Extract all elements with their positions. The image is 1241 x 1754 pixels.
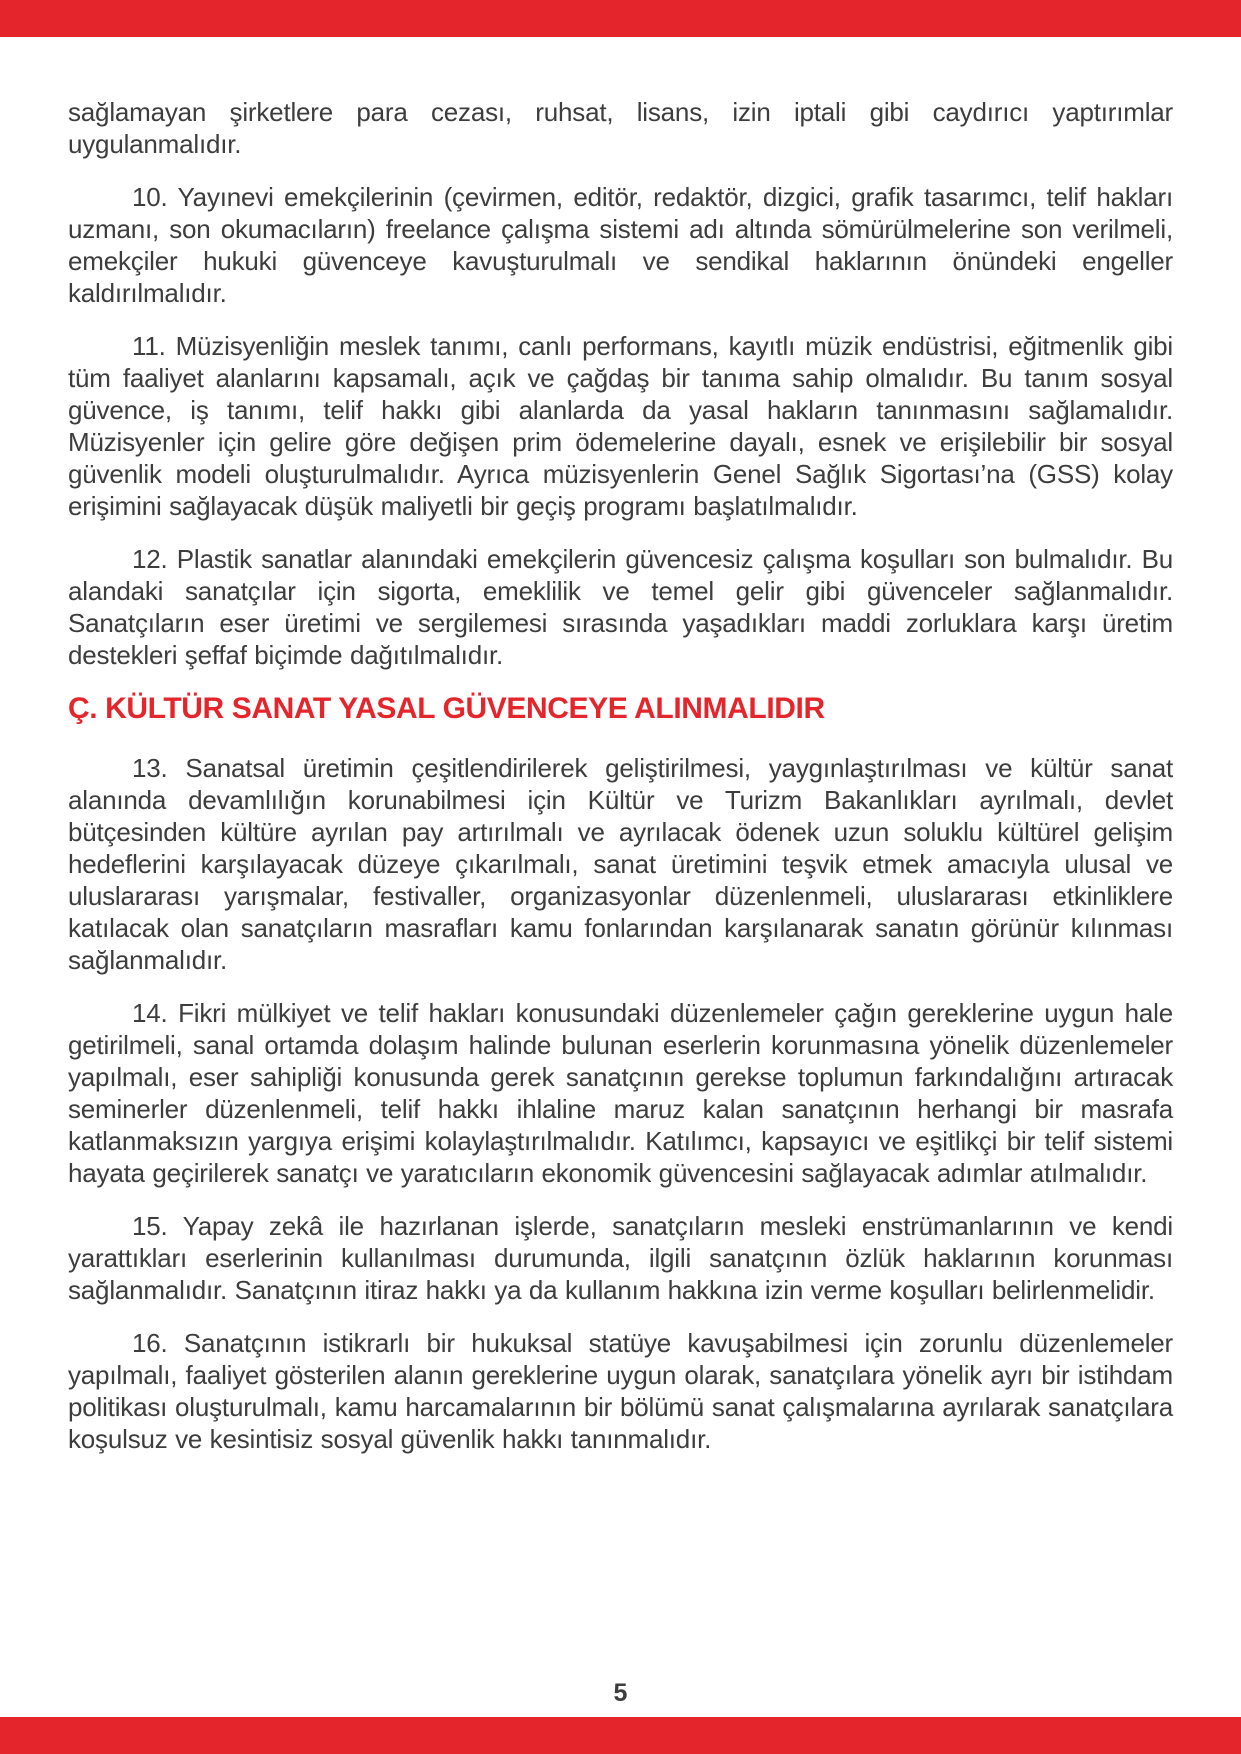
paragraph-item-12: 12. Plastik sanatlar alanındaki emekçilerin güvencesiz çalışma koşulları son bulmalıdır. Bu alandaki sanatçılar için sigorta, emeklilik ve temel gelir gibi güvenceler sağlanmalıdır. Sanatçıların eser üretimi ve sergilemesi sırasında yaşadıkları maddi zorluklara karşı üretim destekleri şeffaf biçimde dağıtılmalıdır. [68, 544, 1173, 670]
page-number: 5 [613, 1679, 628, 1707]
page-content [68, 96, 1173, 1476]
footer-band [0, 1717, 1241, 1754]
paragraph-continuation: sağlamayan şirketlere para cezası, ruhsat, lisans, izin iptali gibi caydırıcı yaptırımlar uygulanmalıdır. [68, 97, 1173, 159]
paragraph-item-13: 13. Sanatsal üretimin çeşitlendirilerek geliştirilmesi, yaygınlaştırılması ve kültür sanat alanında devamlılığın korunabilmesi için Kültür ve Turizm Bakanlıkları ayrılmalı, devlet bütçesinden kültüre ayrılan pay artırılmalı ve ayrılacak ödenek uzun soluklu kültürel gelişim hedeflerini karşılayacak düzeye çıkarılmalı, sanat üretimini teşvik etmek amacıyla ulusal ve uluslararası yarışmalar, festivaller, organizasyonlar düzenlenmeli, uluslararası etkinliklere katılacak olan sanatçıların masrafları kamu fonlarından karşılanarak sanatın görünür kılınması sağlanmalıdır. [68, 753, 1173, 975]
header-band [0, 0, 1241, 37]
section-heading: Ç. KÜLTÜR SANAT YASAL GÜVENCEYE ALINMALIDIR [68, 692, 825, 725]
paragraph-item-15: 15. Yapay zekâ ile hazırlanan işlerde, sanatçıların mesleki enstrümanlarının ve kendi yarattıkları eserlerinin kullanılması durumunda, ilgili sanatçının özlük haklarının korunması sağlanmalıdır. Sanatçının itiraz hakkı ya da kullanım hakkına izin verme koşulları belirlenmelidir. [68, 1211, 1173, 1305]
paragraph-item-14: 14. Fikri mülkiyet ve telif hakları konusundaki düzenlemeler çağın gereklerine uygun hale getirilmeli, sanal ortamda dolaşım halinde bulunan eserlerin korunmasına yönelik düzenlemeler yapılmalı, eser sahipliği konusunda gerek sanatçının gerekse toplumun farkındalığını artıracak seminerler düzenlenmeli, telif hakkı ihlaline maruz kalan sanatçının herhangi bir masrafa katlanmaksızın yargıya erişimi kolaylaştırılmalıdır. Katılımcı, kapsayıcı ve eşitlikçi bir telif sistemi hayata geçirilerek sanatçı ve yaratıcıların ekonomik güvencesini sağlayacak adımlar atılmalıdır. [68, 998, 1173, 1188]
paragraph-item-10: 10. Yayınevi emekçilerinin (çevirmen, editör, redaktör, dizgici, grafik tasarımcı, telif hakları uzmanı, son okumacıların) freelance çalışma sistemi adı altında sömürülmelerine son verilmeli, emekçiler hukuki güvenceye kavuşturulmalı ve sendikal haklarının önündeki engeller kaldırılmalıdır. [68, 182, 1173, 308]
paragraph-item-16: 16. Sanatçının istikrarlı bir hukuksal statüye kavuşabilmesi için zorunlu düzenlemeler yapılmalı, faaliyet gösterilen alanın gereklerine uygun olarak, sanatçılara yönelik ayrı bir istihdam politikası oluşturulmalı, kamu harcamalarının bir bölümü sanat çalışmalarına ayrılarak sanatçılara koşulsuz ve kesintisiz sosyal güvenlik hakkı tanınmalıdır. [68, 1328, 1173, 1454]
paragraph-item-11: 11. Müzisyenliğin meslek tanımı, canlı performans, kayıtlı müzik endüstrisi, eğitmenlik gibi tüm faaliyet alanlarını kapsamalı, açık ve çağdaş bir tanıma sahip olmalıdır. Bu tanım sosyal güvence, iş tanımı, telif hakkı gibi alanlarda da yasal hakların tanınmasını sağlamalıdır. Müzisyenler için gelire göre değişen prim ödemelerine dayalı, esnek ve erişilebilir bir sosyal güvenlik modeli oluşturulmalıdır. Ayrıca müzisyenlerin Genel Sağlık Sigortası’na (GSS) kolay erişimini sağlayacak düşük maliyetli bir geçiş programı başlatılmalıdır. [68, 331, 1173, 521]
